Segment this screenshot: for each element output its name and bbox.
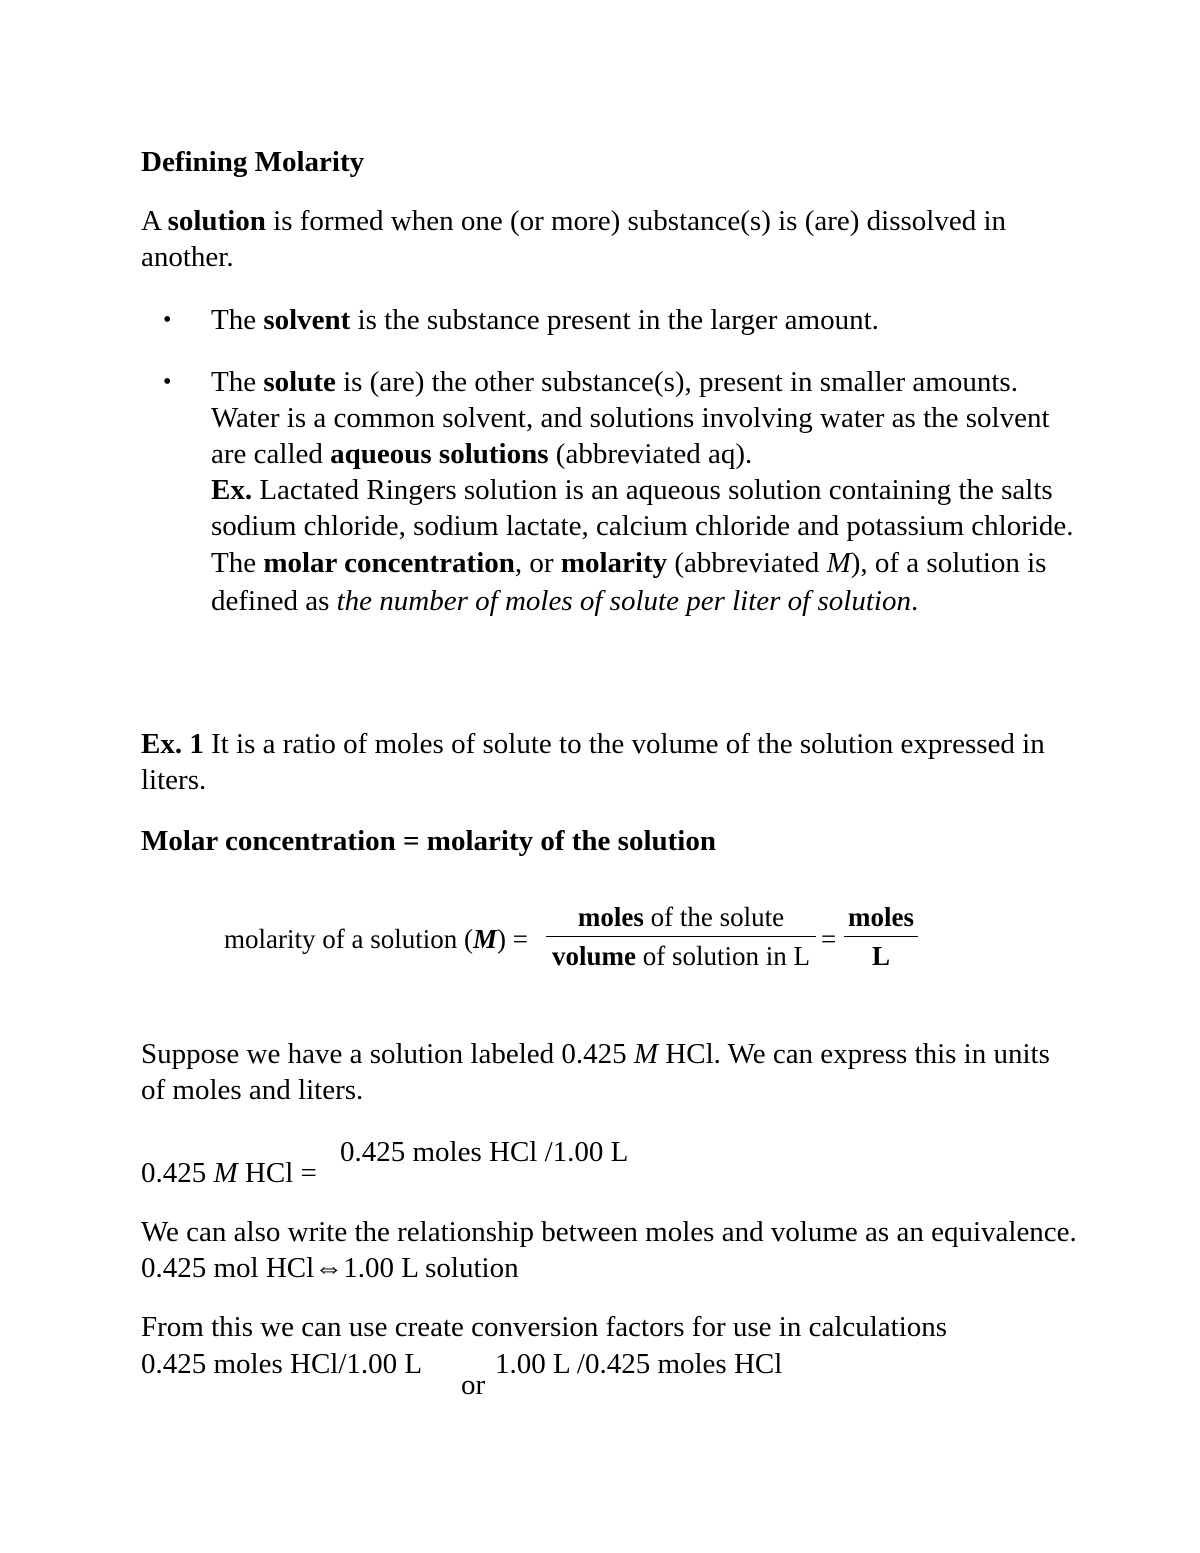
bullet-solvent: The solvent is the substance present in the larger amount. (211, 304, 879, 336)
conversion-factor-1: 0.425 moles HCl/1.00 L (141, 1348, 423, 1380)
lactated-ringers-example: Ex. Lactated Ringers solution is an aqueous solution containing the salts sodium chloride, sodium lactate, calcium chloride and potassium chloride. (211, 474, 1074, 542)
bullet-icon: • (163, 307, 172, 333)
intro-paragraph: A solution is formed when one (or more) substance(s) is (are) dissolved in another. (141, 205, 1007, 273)
molarity-definition: The molar concentration, or molarity (abbreviated M), of a solution is defined as the number of moles of solute per liter of solution. (211, 547, 1047, 617)
solute-definition: The solute is (are) the other substance(s), present in smaller amounts. Water is a common solvent, and solutions involving water as the solvent are called aqueous solutions (abbreviated aq). (211, 366, 1050, 470)
double-arrow-icon: ⇔ (314, 1252, 344, 1284)
conversion-lhs: 0.425 M HCl = (141, 1157, 317, 1189)
fraction-numerator: moles (844, 902, 918, 937)
fraction-numerator: moles of the solute (546, 902, 816, 937)
conversion-factor-2: 1.00 L /0.425 moles HCl (495, 1348, 783, 1380)
equation-lhs: molarity of a solution (M) = (224, 924, 528, 954)
bullet-solute (211, 364, 1081, 620)
equals-sign: = (821, 924, 837, 954)
or-label: or (461, 1369, 486, 1401)
equation-fraction-main (546, 902, 816, 971)
fraction-denominator: volume of solution in L (552, 941, 810, 971)
conversion-factors-intro: From this we can use create conversion factors for use in calculations (141, 1311, 948, 1343)
equation-fraction-short (844, 902, 918, 971)
equivalence-paragraph: We can also write the relationship between moles and volume as an equivalence. 0.425 mol HCl⇔1.00 L solution (141, 1216, 1077, 1284)
conversion-rhs: 0.425 moles HCl /1.00 L (340, 1136, 629, 1168)
page-title: Defining Molarity (141, 146, 365, 178)
example-1: Ex. 1 It is a ratio of moles of solute to the volume of the solution expressed in liters. (141, 728, 1045, 796)
suppose-paragraph: Suppose we have a solution labeled 0.425 M HCl. We can express this in units of moles and liters. (141, 1038, 1050, 1106)
bullet-icon: • (163, 369, 172, 395)
fraction-denominator: L (871, 941, 890, 971)
molar-concentration-heading: Molar concentration = molarity of the solution (141, 825, 716, 857)
